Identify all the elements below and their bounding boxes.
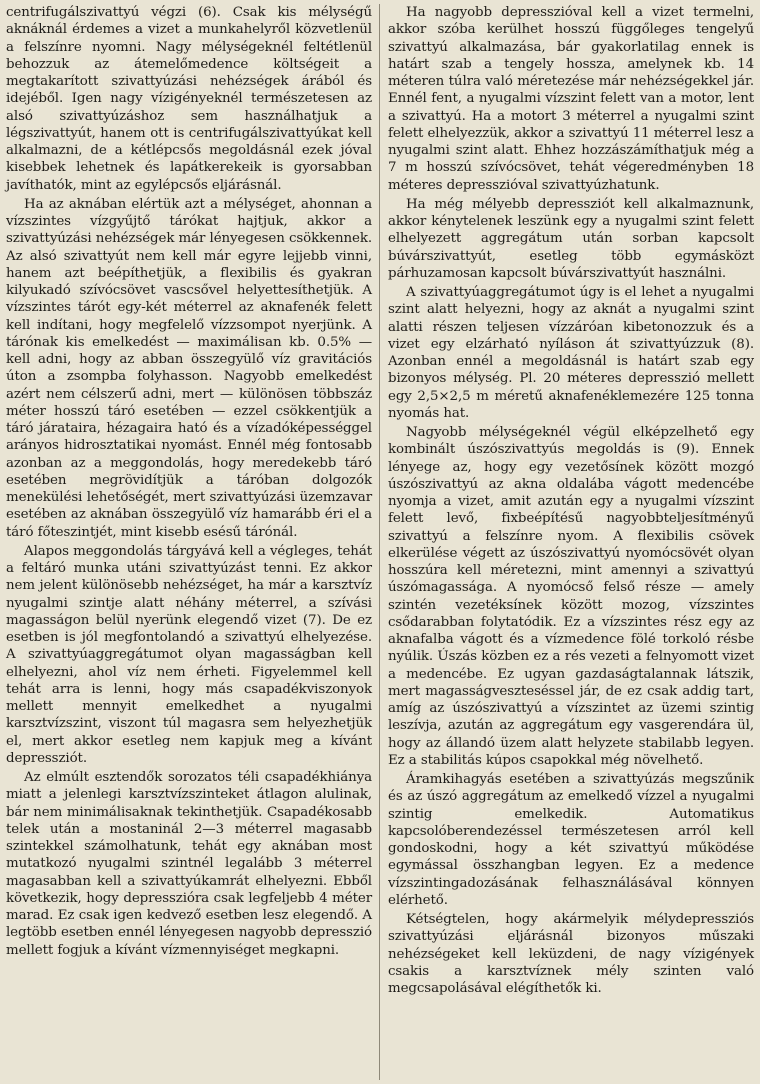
paragraph: Az elmúlt esztendők sorozatos téli csapadékhiánya miatt a jelenlegi karsztvízszinteket átlagon alulinak, bár nem minimálisaknak tekinthetjük. Csapadékosabb telek után a mostaninál 2—3 méterrel magasabb szintekkel számolhatunk, tehát egy aknában most mutatkozó nyugalmi szintnél legalább 3 méterrel magasabban kell a szivattyúkamrát elhelyezni. Ebből következik, hogy depresszióra csak legfeljebb 4 méter marad. Ez csak igen kedvező esetben lesz elegendő. A legtöbb esetben ennél lényegesen nagyobb depresszió mellett fogjuk a kívánt vízmennyiséget megkapni. [6,770,372,958]
paragraph: A szivattyúaggregátumot úgy is el lehet a nyugalmi szint alatt helyezni, hogy az aknát a nyugalmi szint alatti részen teljesen vízzáróan kibetonozzuk és a vizet egy elzárható nyíláson át szivattyúzzuk (8). Azonban ennél a megoldásnál is határt szab egy bizonyos mélység. Pl. 20 méteres depresszió mellett egy 2,5×2,5 m méretű aknafenéklemezére 125 tonna nyomás hat. [388,285,754,421]
paragraph: Nagyobb mélységeknél végül elképzelhető egy kombinált úszószivattyús megoldás is (9). Ennek lényege az, hogy egy vezetősínek között mozgó úszószivattyú az akna oldalába vágott medencébe nyomja a vizet, amit azután egy a nyugalmi vízszint felett levő, fixbeépítésű nagyobbteljesítményű szivattyú a felszínre nyom. A flexibilis csövek elkerülése végett az úszószivattyú nyomócsövét olyan hosszúra kell méretezni, mint amennyi a szivattyú úszómagassága. A nyomócső felső része — amely szintén vezetéksínek között mozog, vízszintes csődarabban folytatódik. Ez a vízszintes rész egy az aknafalba vágott és a vízmedence fölé torkoló résbe nyúlik. Úszás közben ez a rés vezeti a felnyomott vizet a medencébe. Ez ugyan gazdaságtalannak látszik, mert magasságveszteséssel jár, de ez csak addig tart, amíg az úszószivattyú a vízszintet az üzemi szintig leszívja, azután az aggregátum egy vasgerendára ül, hogy az állandó üzem alatt helyzete stabilabb legyen. Ez a stabilitás kúpos csapokkal még növelhető. [388,425,754,768]
paragraph: Ha még mélyebb depressziót kell alkalmaznunk, akkor kénytelenek leszünk egy a nyugalmi szint felett elhelyezett aggregátum után sorban kapcsolt búvárszivattyút, esetleg több egymásközt párhuzamosan kapcsolt búvárszivattyút használni. [388,196,754,281]
paragraph: Áramkihagyás esetében a szivattyúzás megszűnik és az úszó aggregátum az emelkedő vízzel a nyugalmi szintig emelkedik. Automatikus kapcsolóberendezéssel természetesen arról kell gondoskodni, hogy a két szivattyú működése egymással összhangban legyen. Ez a medence vízszintingadozásának felhasználásával könnyen elérhető. [388,772,754,908]
column-divider [379,4,380,1080]
paragraph: Kétségtelen, hogy akármelyik mélydepressziós szivattyúzási eljárásnál bizonyos műszaki nehézségeket kell leküzdeni, de nagy vízigények csakis a karsztvíznek mély szinten való megcsapolásával elégíthetők ki. [388,912,754,996]
left-column [6,4,372,1084]
paragraph: centrifugálszivattyú végzi (6). Csak kis mélységű aknáknál érdemes a vizet a munkahelyről közvetlenül a felszínre nyomni. Nagy mélységeknél feltétlenül behozzuk az átemelőmedence költségeit a megtakarított szivattyúzási nehézségek árából és idejéből. Igen nagy vízigényeknél természetesen az alsó szivattyúzáshoz sem használhatjuk a légszivattyút, hanem ott is centrifugálszivattyúkat kell alkalmazni, de a kétlépcsős megoldásnál ezek jóval kisebbek lehetnek és lapátkerekeik is gyorsabban javíthatók, mint az egylépcsős eljárásnál. [6,5,372,193]
right-column [388,4,754,1084]
paragraph: Alapos meggondolás tárgyává kell a végleges, tehát a feltáró munka utáni szivattyúzást tenni. Ez akkor nem jelent különösebb nehézséget, ha már a karsztvíz nyugalmi szintje alatt néhány méterrel, a szívási magasságon belül nyerünk elegendő vizet (7). De ez esetben is jól megfontolandó a szivattyú elhelyezése. A szivattyúaggregátumot olyan magasságban kell elhelyezni, ahol víz nem érheti. Figyelemmel kell tehát arra is lenni, hogy más csapadékviszonyok mellett mennyit emelkedhet a nyugalmi karsztvízszint, viszont túl magasra sem helyezhetjük el, mert akkor esetleg nem kapjuk meg a kívánt depressziót. [6,543,372,766]
paragraph: Ha nagyobb depresszióval kell a vizet termelni, akkor szóba kerülhet hosszú függőleges tengelyű szivattyú alkalmazása, bár gyakorlatilag ennek is határt szab a tengely hossza, amelynek kb. 14 méteren túlra való méretezése már nehézségekkel jár. Ennél fent, a nyugalmi vízszint felett van a motor, lent a szivattyú. Ha a motort 3 méterrel a nyugalmi szint felett elhelyezzük, akkor a szivattyú 11 méterrel lesz a nyugalmi szint alatt. Ehhez hozzászámíthatjuk még a 7 m hosszú szívócsövet, tehát végeredményben 18 méteres depresszióval szivattyúzhatunk. [388,5,754,193]
paragraph: Ha az aknában elértük azt a mélységet, ahonnan a vízszintes vízgyűjtő tárókat hajtjuk, akkor a szivattyúzási nehézségek már lényegesen csökkennek. Az alsó szivattyút nem kell már egyre lejjebb vinni, hanem azt beépíthetjük, a flexibilis és gyakran kilyukadó szívócsövet vascsővel helyettesíthetjük. A vízszintes tárót egy-két méterrel az aknafenék felett kell indítani, hogy megfelelő vízzsompot nyerjünk. A tárónak kis emelkedést — maximálisan kb. 0.5% — kell adni, hogy az abban összegyülő víz gravitációs úton a zsompba folyhasson. Nagyobb emelkedést azért nem célszerű adni, mert — különösen többszáz méter hosszú táró esetében — ezzel csökkentjük a táró járataira, hézagaira ható és a vízadóképességgel arányos hidrosztatikai nyomást. Ennél még fontosabb azonban az a meggondolás, hogy meredekebb táró esetében megrövidítjük a táróban dolgozók menekülési lehetőségét, mert szivattyúzási üzemzavar esetében az aknában összegyülő víz hamarább éri el a táró főteszintjét, mint kisebb esésű tárónál. [6,196,372,540]
